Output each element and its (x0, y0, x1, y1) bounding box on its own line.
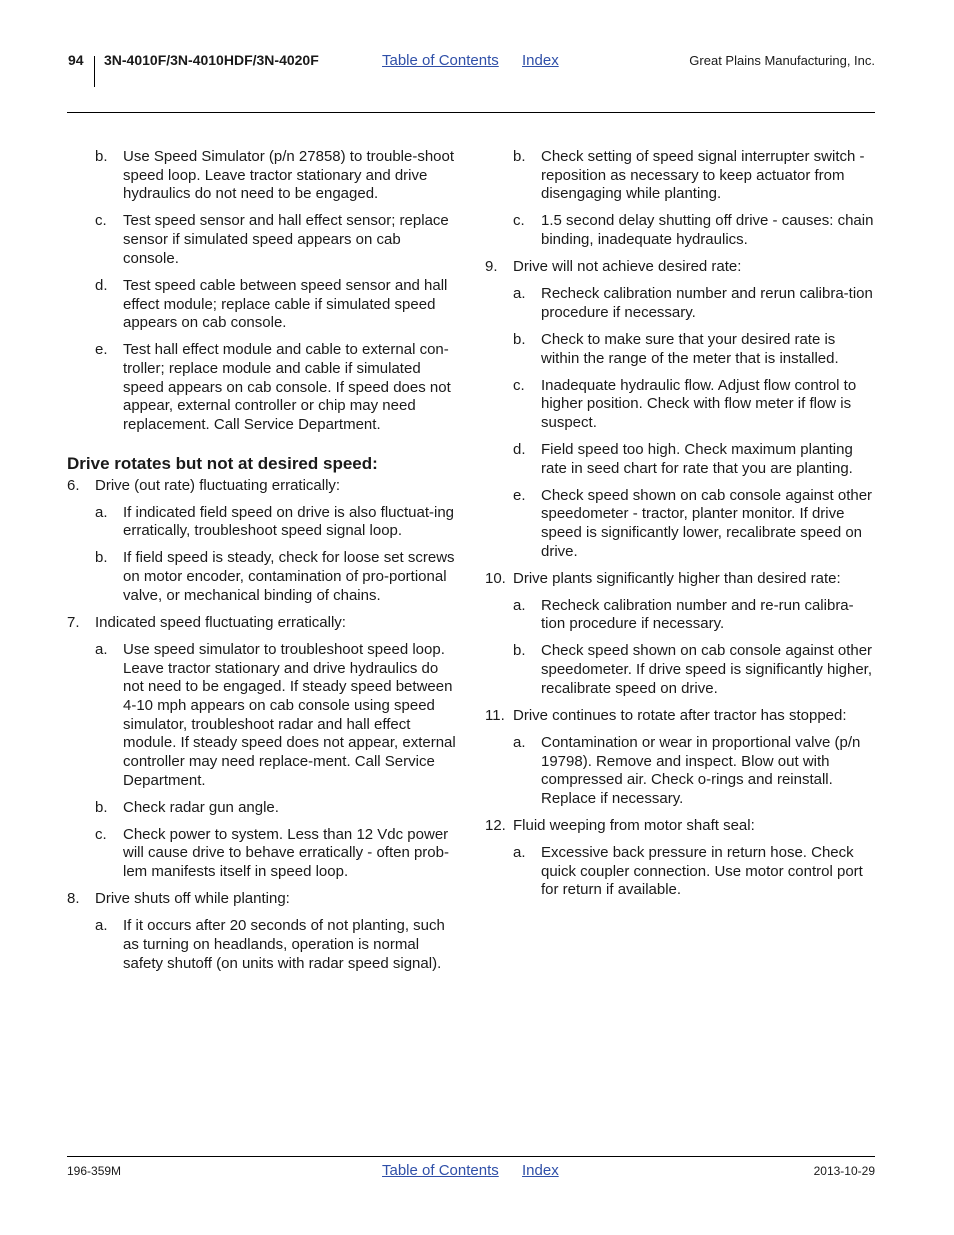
item-text: Check radar gun angle. (123, 798, 279, 816)
item-marker: 7. (67, 613, 80, 631)
item-text: Excessive back pressure in return hose. Check quick coupler connection. Use motor control port for return if available. (541, 843, 863, 899)
item-marker: a. (95, 503, 108, 521)
numbered-item (67, 614, 459, 633)
lettered-sub-item (67, 277, 459, 333)
item-marker: 11. (485, 706, 505, 724)
item-marker: b. (513, 642, 526, 660)
footer-rule (67, 1156, 875, 1157)
item-text: Inadequate hydraulic flow. Adjust flow control to higher position. Check with flow meter if flow is suspect. (541, 376, 857, 431)
item-text: Test speed cable between speed sensor and hall effect module; replace cable if simulated speed appears on cab console. (123, 276, 448, 332)
lettered-sub-item (67, 504, 459, 541)
numbered-item (485, 570, 875, 589)
item-text: Recheck calibration number and re-run calibra-tion procedure if necessary. (541, 596, 854, 633)
lettered-sub-item (485, 441, 875, 478)
numbered-item (485, 817, 875, 836)
item-text: Check power to system. Less than 12 Vdc power will cause drive to behave erratically - often prob-lem manifests itself in speed loop. (123, 825, 449, 881)
item-text: If field speed is steady, check for loose set screws on motor encoder, contamination of pro-portional valve, or mechanical binding of chains. (123, 549, 455, 604)
item-text: Drive continues to rotate after tractor has stopped: (513, 706, 847, 724)
item-marker: 8. (67, 890, 80, 908)
item-text: Use speed simulator to troubleshoot speed loop. Leave tractor stationary and drive hydraulics do not need to be engaged. If steady speed between 4-10 mph appears on cab console using speed simulator, troubleshoot radar and hall effect module. If steady speed does not appear, external controller may need replace-ment. Call Service Department. (123, 640, 456, 789)
item-marker: a. (95, 640, 108, 658)
lettered-sub-item (485, 148, 875, 204)
item-marker: b. (95, 549, 108, 567)
item-marker: c. (513, 212, 525, 230)
lettered-sub-item (67, 641, 459, 791)
footer-index-link[interactable]: Index (522, 1162, 559, 1179)
lettered-sub-item (485, 285, 875, 322)
item-text: Drive will not achieve desired rate: (513, 258, 742, 276)
item-marker: d. (95, 276, 108, 294)
item-marker: b. (513, 148, 526, 165)
item-marker: d. (513, 440, 526, 458)
header-toc-link[interactable]: Table of Contents (382, 52, 499, 69)
item-marker: e. (513, 486, 526, 504)
item-text: If it occurs after 20 seconds of not planting, such as turning on headlands, operation is normal safety shutoff (on units with radar speed signal). (123, 917, 445, 972)
item-text: Check setting of speed signal interrupter switch - reposition as necessary to keep actuator from disengaging while planting. (541, 148, 865, 203)
item-text: Check speed shown on cab console against other speedometer - tractor, planter monitor. If drive speed is significantly lower, recalibrate speed on drive. (541, 486, 873, 560)
item-text: Drive plants significantly higher than desired rate: (513, 569, 841, 587)
item-marker: a. (95, 917, 108, 935)
page-number: 94 (68, 52, 84, 68)
lettered-sub-item (67, 212, 459, 268)
item-marker: e. (95, 341, 108, 359)
item-marker: b. (95, 148, 108, 165)
company-name: Great Plains Manufacturing, Inc. (689, 53, 875, 68)
lettered-sub-item (67, 826, 459, 882)
footer-date: 2013-10-29 (813, 1164, 875, 1178)
lettered-sub-item (67, 148, 459, 204)
item-marker: 9. (485, 258, 498, 276)
item-marker: 12. (485, 816, 506, 834)
item-text: 1.5 second delay shutting off drive - causes: chain binding, inadequate hydraulics. (541, 212, 874, 249)
item-text: Indicated speed fluctuating erratically: (95, 613, 346, 631)
item-text: If indicated field speed on drive is also fluctuat-ing erratically, troubleshoot speed signal loop. (123, 503, 455, 540)
item-text: Use Speed Simulator (p/n 27858) to trouble-shoot speed loop. Leave tractor stationary and drive hydraulics do not need to be engaged. (123, 148, 455, 203)
lettered-sub-item (67, 799, 459, 818)
lettered-sub-item (485, 331, 875, 368)
lettered-sub-item (67, 917, 459, 973)
item-marker: b. (95, 798, 108, 816)
lettered-sub-item (485, 487, 875, 562)
header-index-link[interactable]: Index (522, 52, 559, 69)
item-marker: c. (95, 825, 107, 843)
item-marker: 6. (67, 476, 80, 494)
item-text: Fluid weeping from motor shaft seal: (513, 816, 755, 834)
item-marker: a. (513, 596, 526, 614)
item-marker: a. (513, 843, 526, 861)
item-marker: b. (513, 330, 526, 348)
left-column (67, 148, 459, 982)
item-text: Check speed shown on cab console against other speedometer. If drive speed is significantly higher, recalibrate speed on drive. (541, 642, 873, 697)
right-column (485, 148, 875, 908)
lettered-sub-item (485, 844, 875, 900)
model-title: 3N-4010F/3N-4010HDF/3N-4020F (104, 52, 319, 68)
header-divider (94, 56, 95, 87)
item-text: Test hall effect module and cable to external con-troller; replace module and cable if simulated speed appears on cab console. If speed does not appear, external controller or chip may need replacement. Call Service Department. (123, 341, 451, 434)
lettered-sub-item (67, 341, 459, 435)
item-marker: c. (513, 376, 525, 394)
numbered-item (485, 258, 875, 277)
document-code: 196-359M (67, 1164, 122, 1178)
item-text: Field speed too high. Check maximum planting rate in seed chart for rate that you are planting. (541, 440, 853, 477)
item-marker: 10. (485, 569, 506, 587)
numbered-item (67, 477, 459, 496)
item-text: Contamination or wear in proportional valve (p/n 19798). Remove and inspect. Blow out with compressed air. Check o-rings and reinstall. Replace if necessary. (541, 733, 861, 807)
header-rule (67, 112, 875, 113)
item-marker: a. (513, 733, 526, 751)
lettered-sub-item (485, 642, 875, 698)
item-text: Drive shuts off while planting: (95, 890, 290, 908)
item-text: Test speed sensor and hall effect sensor; replace sensor if simulated speed appears on cab console. (123, 212, 449, 267)
section-heading: Drive rotates but not at desired speed: (67, 453, 378, 473)
lettered-sub-item (485, 212, 875, 249)
item-text: Recheck calibration number and rerun calibra-tion procedure if necessary. (541, 285, 873, 321)
lettered-sub-item (485, 734, 875, 809)
lettered-sub-item (67, 549, 459, 605)
lettered-sub-item (485, 597, 875, 634)
numbered-item (485, 707, 875, 726)
item-text: Drive (out rate) fluctuating erratically: (95, 476, 341, 494)
footer-toc-link[interactable]: Table of Contents (382, 1162, 499, 1179)
numbered-item (67, 890, 459, 909)
item-text: Check to make sure that your desired rate is within the range of the meter that is installed. (541, 330, 839, 367)
item-marker: a. (513, 285, 526, 303)
item-marker: c. (95, 212, 107, 230)
lettered-sub-item (485, 377, 875, 433)
page-header (0, 0, 954, 115)
